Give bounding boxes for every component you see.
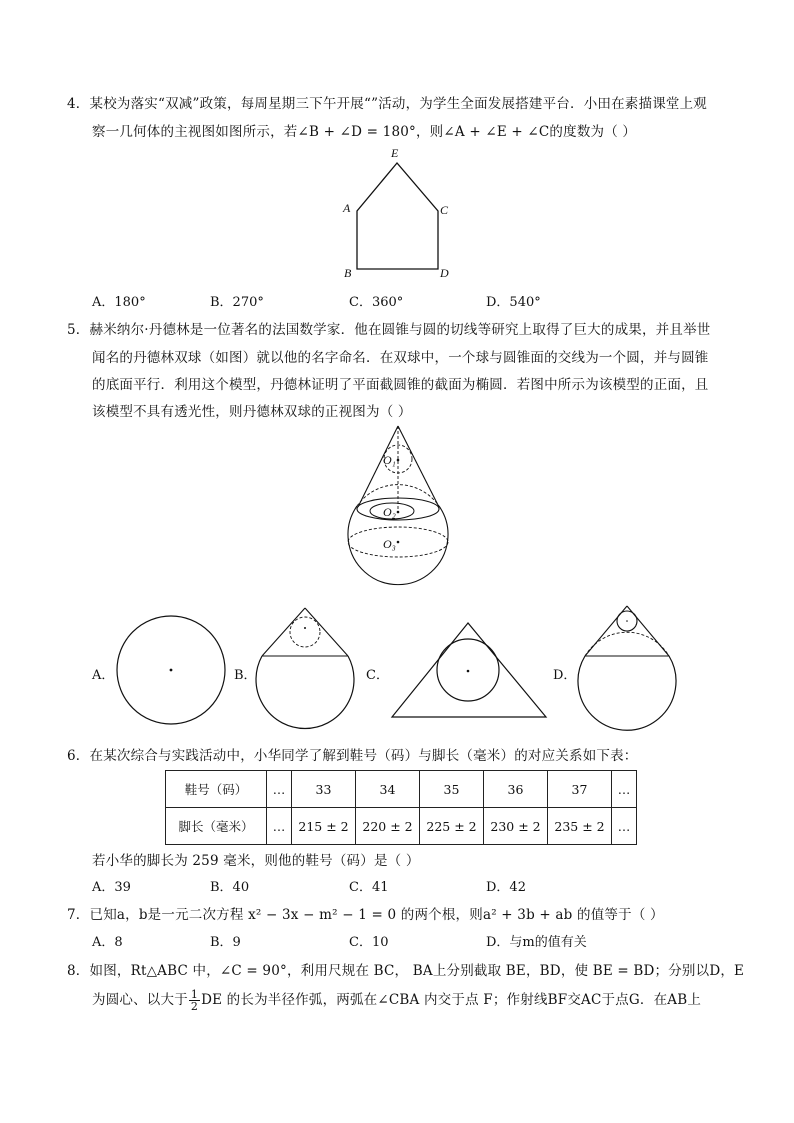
q6-option-a: A．39: [92, 880, 131, 895]
q6-option-b: B．40: [210, 880, 250, 895]
table-cell: …: [267, 771, 292, 808]
table-cell: …: [612, 808, 637, 845]
q8-text-line2: [92, 988, 701, 1012]
q5-option-a: A．: [92, 668, 115, 683]
q6-option-c: C．41: [349, 880, 389, 895]
table-cell: 230 ± 2: [484, 808, 548, 845]
table-cell: 37: [548, 771, 612, 808]
q6-option-d: D．42: [486, 880, 526, 895]
q5-label-o2: O₂: [383, 505, 396, 519]
q8-text-line1: 8．如图，Rt△ABC 中，∠C = 90°，利用尺规在 BC， BA上分别截取 BE，BD，使 BE = BD；分别以D，E: [67, 963, 745, 979]
q4-label-e: E: [391, 146, 399, 160]
table-cell: …: [612, 771, 637, 808]
q5-option-d: D．: [553, 668, 577, 683]
q5-option-b: B．: [234, 668, 257, 683]
q5-text-line2: 闻名的丹德林双球（如图）就以他的名字命名．在双球中，一个球与圆锥面的交线为一个圆，并与圆锥: [92, 350, 709, 366]
q5-dandelin-spheres-figure: [340, 420, 460, 610]
fraction-denominator: 2: [190, 1000, 199, 1013]
table-cell: 225 ± 2: [420, 808, 484, 845]
table-cell: 215 ± 2: [292, 808, 356, 845]
q4-option-b: B．270°: [210, 295, 264, 310]
q4-option-a: A．180°: [92, 295, 146, 310]
q7-option-c: C．10: [349, 935, 389, 950]
q4-label-b: B: [344, 266, 352, 280]
q5-label-o3: O₃: [383, 537, 396, 551]
q4-option-d: D．540°: [486, 295, 541, 310]
q4-label-c: C: [440, 203, 449, 217]
table-cell: 脚长（毫米）: [166, 808, 267, 845]
q4-text-line2: 察一几何体的主视图如图所示，若∠B + ∠D = 180°，则∠A + ∠E + ∠C的度数为（ ）: [92, 124, 637, 140]
q5-option-d-figure: [578, 604, 678, 734]
q4-label-d: D: [440, 266, 449, 280]
table-row: [166, 808, 637, 845]
q5-text-line4: 该模型不具有透光性，则丹德林双球的正视图为（ ）: [92, 404, 412, 420]
table-cell: 220 ± 2: [356, 808, 420, 845]
shoe-size-table: [165, 770, 637, 845]
q6-question: 若小华的脚长为 259 毫米，则他的鞋号（码）是（ ）: [92, 853, 420, 869]
q7-option-b: B．9: [210, 935, 241, 950]
q5-option-a-figure: [116, 615, 226, 725]
table-cell: …: [267, 808, 292, 845]
table-cell: 235 ± 2: [548, 808, 612, 845]
q4-pentagon-figure: [340, 145, 470, 285]
q8-line2-suffix: DE 的长为半径作弧，两弧在∠CBA 内交于点 F；作射线BF交AC于点G．在AB上: [201, 992, 702, 1008]
table-cell: 鞋号（码）: [166, 771, 267, 808]
q5-text-line1: 5．赫米纳尔·丹德林是一位著名的法国数学家．他在圆锥与圆的切线等研究上取得了巨大的成果，并且举世: [67, 322, 711, 338]
table-row: [166, 771, 637, 808]
q7-text-line1: 7．已知a，b是一元二次方程 x² − 3x − m² − 1 = 0 的两个根，则a² + 3b + ab 的值等于（ ）: [67, 907, 664, 923]
q7-option-a: A．8: [92, 935, 123, 950]
q4-option-c: C．360°: [349, 295, 404, 310]
q6-text-line1: 6．在某次综合与实践活动中，小华同学了解到鞋号（码）与脚长（毫米）的对应关系如下表：: [67, 748, 638, 764]
table-cell: 33: [292, 771, 356, 808]
q4-text-line1: 4．某校为落实“双减”政策，每周星期三下午开展“”活动，为学生全面发展搭建平台．小田在素描课堂上观: [67, 96, 707, 112]
q5-label-o1: O₁: [383, 453, 396, 467]
one-half-fraction: [189, 989, 200, 1012]
q5-text-line3: 的底面平行．利用这个模型，丹德林证明了平面截圆锥的截面为椭圆．若图中所示为该模型的正面，且: [92, 377, 709, 393]
q5-option-b-figure: [256, 606, 356, 734]
table-cell: 34: [356, 771, 420, 808]
q5-option-c: C．: [366, 668, 389, 683]
table-cell: 36: [484, 771, 548, 808]
q8-line2-prefix: 为圆心、以大于: [92, 992, 188, 1008]
table-cell: 35: [420, 771, 484, 808]
q5-option-c-figure: [390, 620, 550, 720]
fraction-numerator: 1: [190, 988, 199, 1001]
q7-option-d: D．与m的值有关: [486, 935, 587, 950]
q4-label-a: A: [343, 201, 351, 215]
